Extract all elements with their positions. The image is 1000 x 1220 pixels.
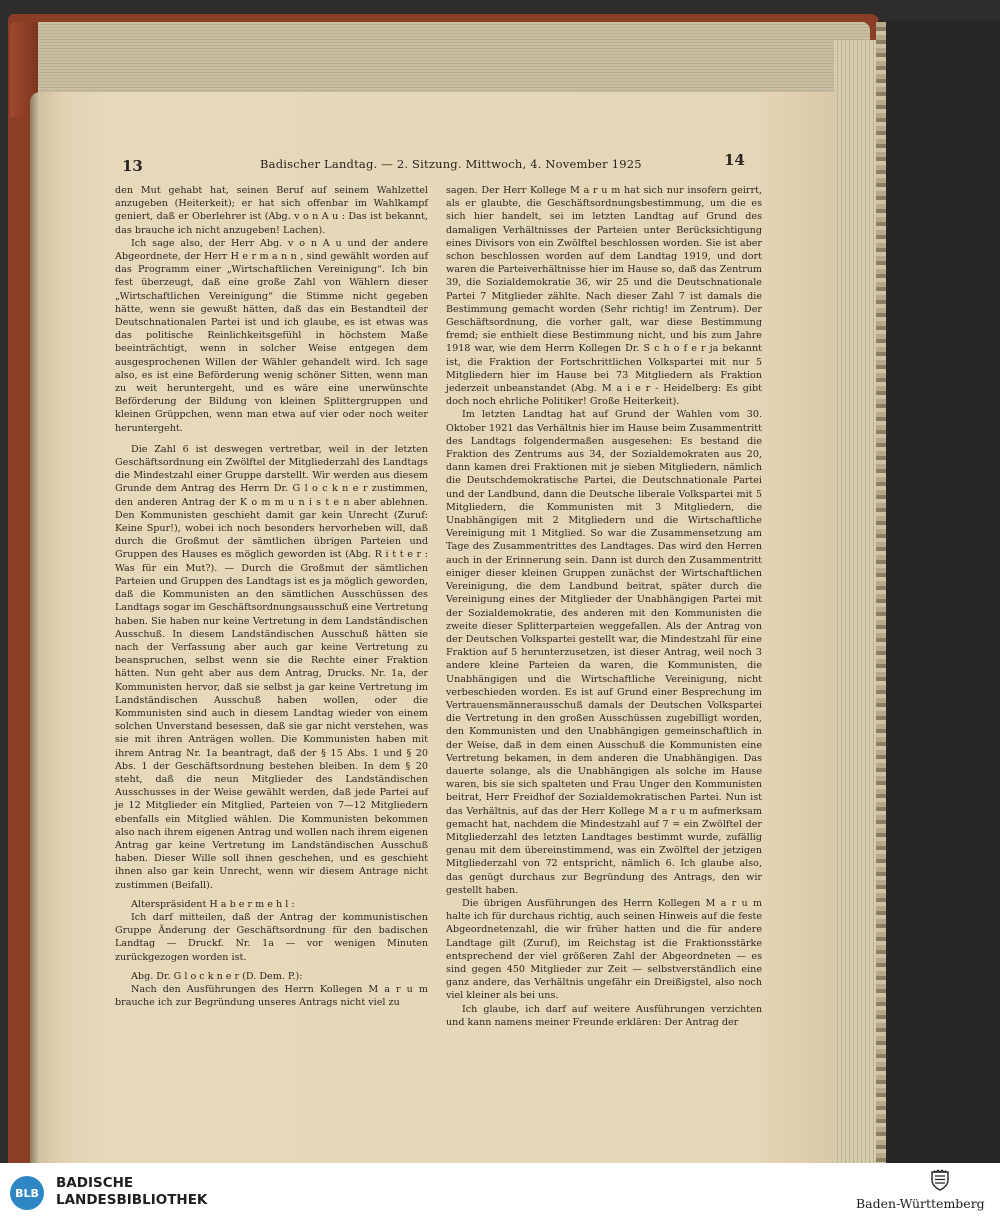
state-label[interactable]: Baden-Württemberg <box>856 1196 985 1211</box>
paragraph: Die übrigen Ausführungen des Herrn Kollegen M a r u m halte ich für durchaus richtig, auch seinen Hinweis auf die feste Abgeordnetenzahl, die wir früher hatten und die für andere Landtage gilt (Zuruf), im Reichstag ist die Fraktionsstärke entsprechend der viel größeren Zahl der Abgeordneten — es sind gegen 450 Mitglieder zur Zeit — selbstverständlich eine ganz andere, das Verhältnis ungefähr ein Dreißigstel, also noch viel kleiner als bei uns. <box>446 897 762 1002</box>
page-edges-right <box>834 40 878 1163</box>
paragraph: Ich darf mitteilen, daß der Antrag der kommunistischen Gruppe Änderung der Geschäftsordnung für den badischen Landtag — Druckf. Nr. 1a — vor wenigen Minuten zurückgezogen worden ist. <box>115 911 428 963</box>
page-number-right: 14 <box>724 151 745 169</box>
paragraph: Ich sage also, der Herr Abg. v o n A u und der andere Abgeordnete, der Herr H e r m a n n , sind gewählt worden auf das Programm einer „Wirtschaftlichen Vereinigung“. Ich bin fest überzeugt, daß eine große Zahl von Wählern dieser „Wirtschaftlichen Vereinigung“ die Stimme nicht gegeben hätte, wenn sie gewußt hätten, daß das ein Bestandteil der Deutschnationalen Partei ist und ich glaube, es ist etwas was das politische Reinlichkeitsgefühl in höchstem Maße beeinträchtigt, wenn in solcher Weise entgegen dem ausgesprochenen Willen der Wähler gehandelt wird. Ich sage also, es ist eine Beförderung wenig schöner Sitten, wenn man zu weit heruntergeht, und es wäre eine unerwünschte Beförderung der Bildung von kleinen Splittergruppen und kleinen Grüppchen, wenn man etwa auf vier oder noch weiter heruntergeht. <box>115 237 428 434</box>
speaker-heading: Abg. Dr. G l o c k n e r (D. Dem. P.): <box>131 970 303 982</box>
background-dark <box>878 20 1000 1163</box>
paragraph: sagen. Der Herr Kollege M a r u m hat sich nur insofern geirrt, als er glaubte, die Geschäftsordnungsbestimmung, um die es sich hier handelt, sei im letzten Landtag auf Grund des damaligen Verhältnisses der Parteien unter Berücksichtigung eines Divisors von ein Zwölftel beschlossen worden. Sie ist aber schon beschlossen worden auf dem Landtag 1919, und dort waren die Parteiverhältnisse hier im Hause so, daß das Zentrum 39, die Sozialdemokratie 36, wir 25 und die Deutschnationale Partei 7 Mitglieder zählte. Nach dieser Zahl 7 ist damals die Bestimmung gemacht worden (Sehr richtig! im Zentrum). Der Geschäftsordnung, die vorher galt, war diese Bestimmung fremd; sie enthielt diese Bestimmung nicht, und bis zum Jahre 1918 war, wie dem Herrn Kollegen Dr. S c h o f e r ja bekannt ist, die Fraktion der Fortschrittlichen Volkspartei mit nur 5 Mitgliedern hier im Hause bei 73 Mitgliedern als Fraktion jederzeit unbeanstandet (Abg. M a i e r - Heidelberg: Es gibt doch noch ehrliche Politiker! Große Heiterkeit). <box>446 185 762 408</box>
blb-logo-icon[interactable]: BLB <box>10 1176 44 1210</box>
paragraph: Nach den Ausführungen des Herrn Kollegen M a r u m brauche ich zur Begründung unseres Antrags nicht viel zu <box>115 983 428 1009</box>
speaker-heading: Alterspräsident H a b e r m e h l : <box>131 898 295 910</box>
paragraph: den Mut gehabt hat, seinen Beruf auf seinem Wahlzettel anzugeben (Heiterkeit); er hat sich offenbar im Wahlkampf geniert, daß er Oberlehrer ist (Abg. v o n A u : Das ist bekannt, das brauche ich nicht anzugeben! Lachen). <box>115 185 428 236</box>
text-column-right <box>446 184 762 1029</box>
page-gutter <box>30 92 40 1163</box>
paragraph: Die Zahl 6 ist deswegen vertretbar, weil in der letzten Geschäftsordnung ein Zwölftel der Mitgliederzahl des Landtags die Mindestzahl einer Gruppe darstellt. Wir werden aus diesem Grunde dem Antrag des Herrn Dr. G l o c k n e r zustimmen, den anderen Antrag der K o m m u n i s t e n aber ablehnen. Den Kommunisten geschieht damit gar kein Unrecht (Zuruf: Keine Spur!), wobei ich noch besonders hervorheben will, daß durch die Großmut der sämtlichen übrigen Parteien und Gruppen des Hauses es möglich geworden ist (Abg. R i t t e r : Was für ein Mut?). — Durch die Großmut der sämtlichen Parteien und Gruppen des Landtags ist es ja möglich geworden, daß die Kommunisten an den sämtlichen Ausschüssen des Landtags sogar im Geschäftsordnungsausschuß eine Vertretung haben. Sie haben nur keine Vertretung in dem Landständischen Ausschuß. In diesem Landständischen Ausschuß hätten sie nach der Verfassung aber auch gar keine Vertretung zu beanspruchen, selbst wenn sie die Rechte einer Fraktion hätten. Nun geht aber aus dem Antrag, Drucks. Nr. 1a, der Kommunisten hervor, daß sie selbst ja gar keine Vertretung im Landständischen Ausschuß haben wollen, oder die Kommunisten sind auch in diesem Landtag wieder von einem solchen Unverstand besessen, daß sie gar nicht verstehen, was sie mit ihren Anträgen wollen. Die Kommunisten haben mit ihrem Antrag Nr. 1a beantragt, daß der § 15 Abs. 1 und § 20 Abs. 1 der Geschäftsordnung bestehen bleiben. In dem § 20 steht, daß die neun Mitglieder des Landständischen Ausschusses in der Weise gewählt werden, daß jede Partei auf je 12 Mitglieder ein Mitglied, Parteien von 7—12 Mitgliedern ebenfalls ein Mitglied wählen. Die Kommunisten bekommen also nach ihrem eigenen Antrag und wollen nach ihrem eigenen Antrag gar keine Vertretung im Landständischen Ausschuß haben. Dieser Wille soll ihnen geschehen, und es geschieht ihnen also gar kein Unrecht, wenn wir diesem Antrage nicht zustimmen (Beifall). <box>115 443 428 891</box>
page-number-left: 13 <box>122 157 143 175</box>
library-line-2: LANDESBIBLIOTHEK <box>56 1192 208 1208</box>
library-name[interactable] <box>56 1175 207 1209</box>
footer-bar <box>0 1163 1000 1220</box>
library-line-1: BADISCHE <box>56 1175 134 1191</box>
paragraph: Im letzten Landtag hat auf Grund der Wahlen vom 30. Oktober 1921 das Verhältnis hier im Hause beim Zusammentritt des Landtags folgendermaßen ausgesehen: Es bestand die Fraktion des Zentrums aus 34, der Sozialdemokraten aus 20, dann kamen drei Fraktionen mit je sieben Mitgliedern, nämlich die Deutschdemokratische Partei, die Deutschnationale Partei und der Landbund, dann die Deutsche liberale Volkspartei mit 5 Mitgliedern, die Kommunisten mit 3 Mitgliedern, die Unabhängigen mit 2 Mitgliedern und die Wirtschaftliche Vereinigung mit 1 Mitglied. So war die Zusammensetzung am Tage des Zusammentrittes des Landtages. Das wird den Herren auch in der Erinnerung sein. Dann ist durch den Zusammentritt einiger dieser kleinen Gruppen zunächst der Wirtschaftlichen Vereinigung, die dem Landbund beitrat, später durch die Vereinigung eines der Mitglieder der Unabhängigen Partei mit der Sozialdemokratie, des anderen mit den Kommunisten die zweite dieser Splitterparteien weggefallen. Als der Antrag von der Deutschen Volkspartei gestellt war, die Mindestzahl für eine Fraktion auf 5 herunterzusetzen, ist dieser Antrag, weil noch 3 andere kleine Parteien da waren, die Kommunisten, die Unabhängigen und die Wirtschaftliche Vereinigung, nicht verbeschieden worden. Es ist auf Grund einer Besprechung im Vertrauensmännerausschuß damals der Deutschen Volkspartei die Vertretung in den großen Ausschüssen zugebilligt worden, den Kommunisten und den Unabhängigen gemeinschaftlich in der Weise, daß in dem einen Ausschuß die Kommunisten eine Vertretung bekamen, in dem anderen die Unabhängigen. Das dauerte solange, als die Unabhängigen als solche im Hause waren, bis sie sich spalteten und Frau Unger den Kommunisten beitrat, Herr Freidhof der Sozialdemokratischen Partei. Nun ist das Verhältnis, auf das der Herr Kollege M a r u m aufmerksam gemacht hat, nachdem die Mindestzahl auf 7 = ein Zwölftel der Mitgliederzahl des letzten Landtages bestimmt wurde, zufällig genau mit dem übereinstimmend, was ein Zwölftel der jetzigen Mitgliederzahl von 72 entspricht, nämlich 6. Ich glaube also, das genügt durchaus zur Begründung des Antrags, den wir gestellt haben. <box>446 409 762 896</box>
running-title: Badischer Landtag. — 2. Sitzung. Mittwoch, 4. November 1925 <box>260 157 642 171</box>
paragraph: Ich glaube, ich darf auf weitere Ausführungen verzichten und kann namens meiner Freunde erklären: Der Antrag der <box>446 1003 762 1028</box>
coat-of-arms-icon <box>930 1169 950 1191</box>
marbled-edge <box>876 22 886 1163</box>
text-column-left <box>115 184 428 1009</box>
